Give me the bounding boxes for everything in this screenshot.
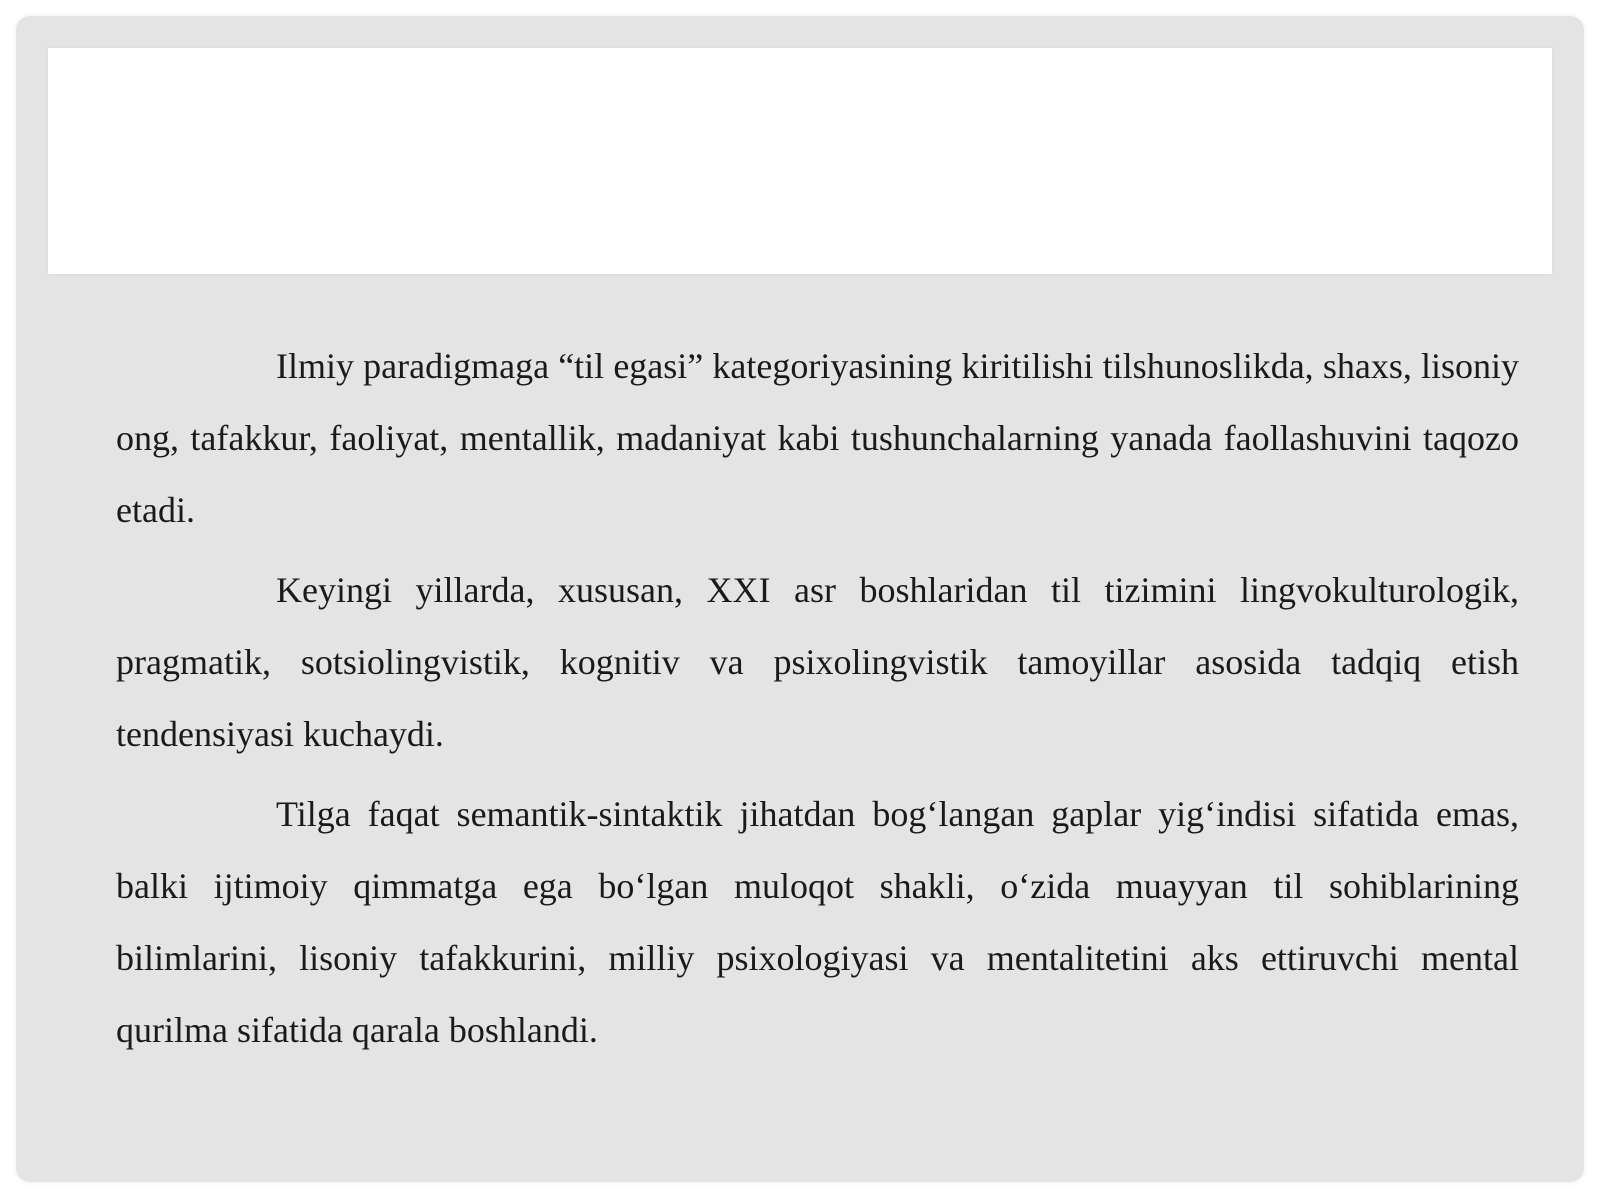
title-placeholder	[48, 48, 1552, 274]
paragraph-1: Ilmiy paradigmaga “til egasi” kategoriyasining kiritilishi tilshunoslikda, shaxs, lisoniy ong, tafakkur, faoliyat, mentallik, madaniyat kabi tushunchalarning yanada faollashuvini taqozo etadi.	[116, 346, 1519, 530]
paragraph-3: Tilga faqat semantik-sintaktik jihatdan bog‘langan gaplar yig‘indisi sifatida emas, balki ijtimoiy qimmatga ega bo‘lgan muloqot shakli, o‘zida muayyan til sohiblarining bilimlarini, lisoniy tafakkurini, milliy psixologiyasi va mentalitetini aks ettiruvchi mental qurilma sifatida qarala boshlandi.	[116, 794, 1519, 1050]
body-text	[116, 330, 1519, 1066]
slide	[16, 16, 1584, 1182]
paragraph-2: Keyingi yillarda, xususan, XXI asr boshlaridan til tizimini lingvokulturologik, pragmatik, sotsiolingvistik, kognitiv va psixolingvistik tamoyillar asosida tadqiq etish tendensiyasi kuchaydi.	[116, 570, 1519, 754]
